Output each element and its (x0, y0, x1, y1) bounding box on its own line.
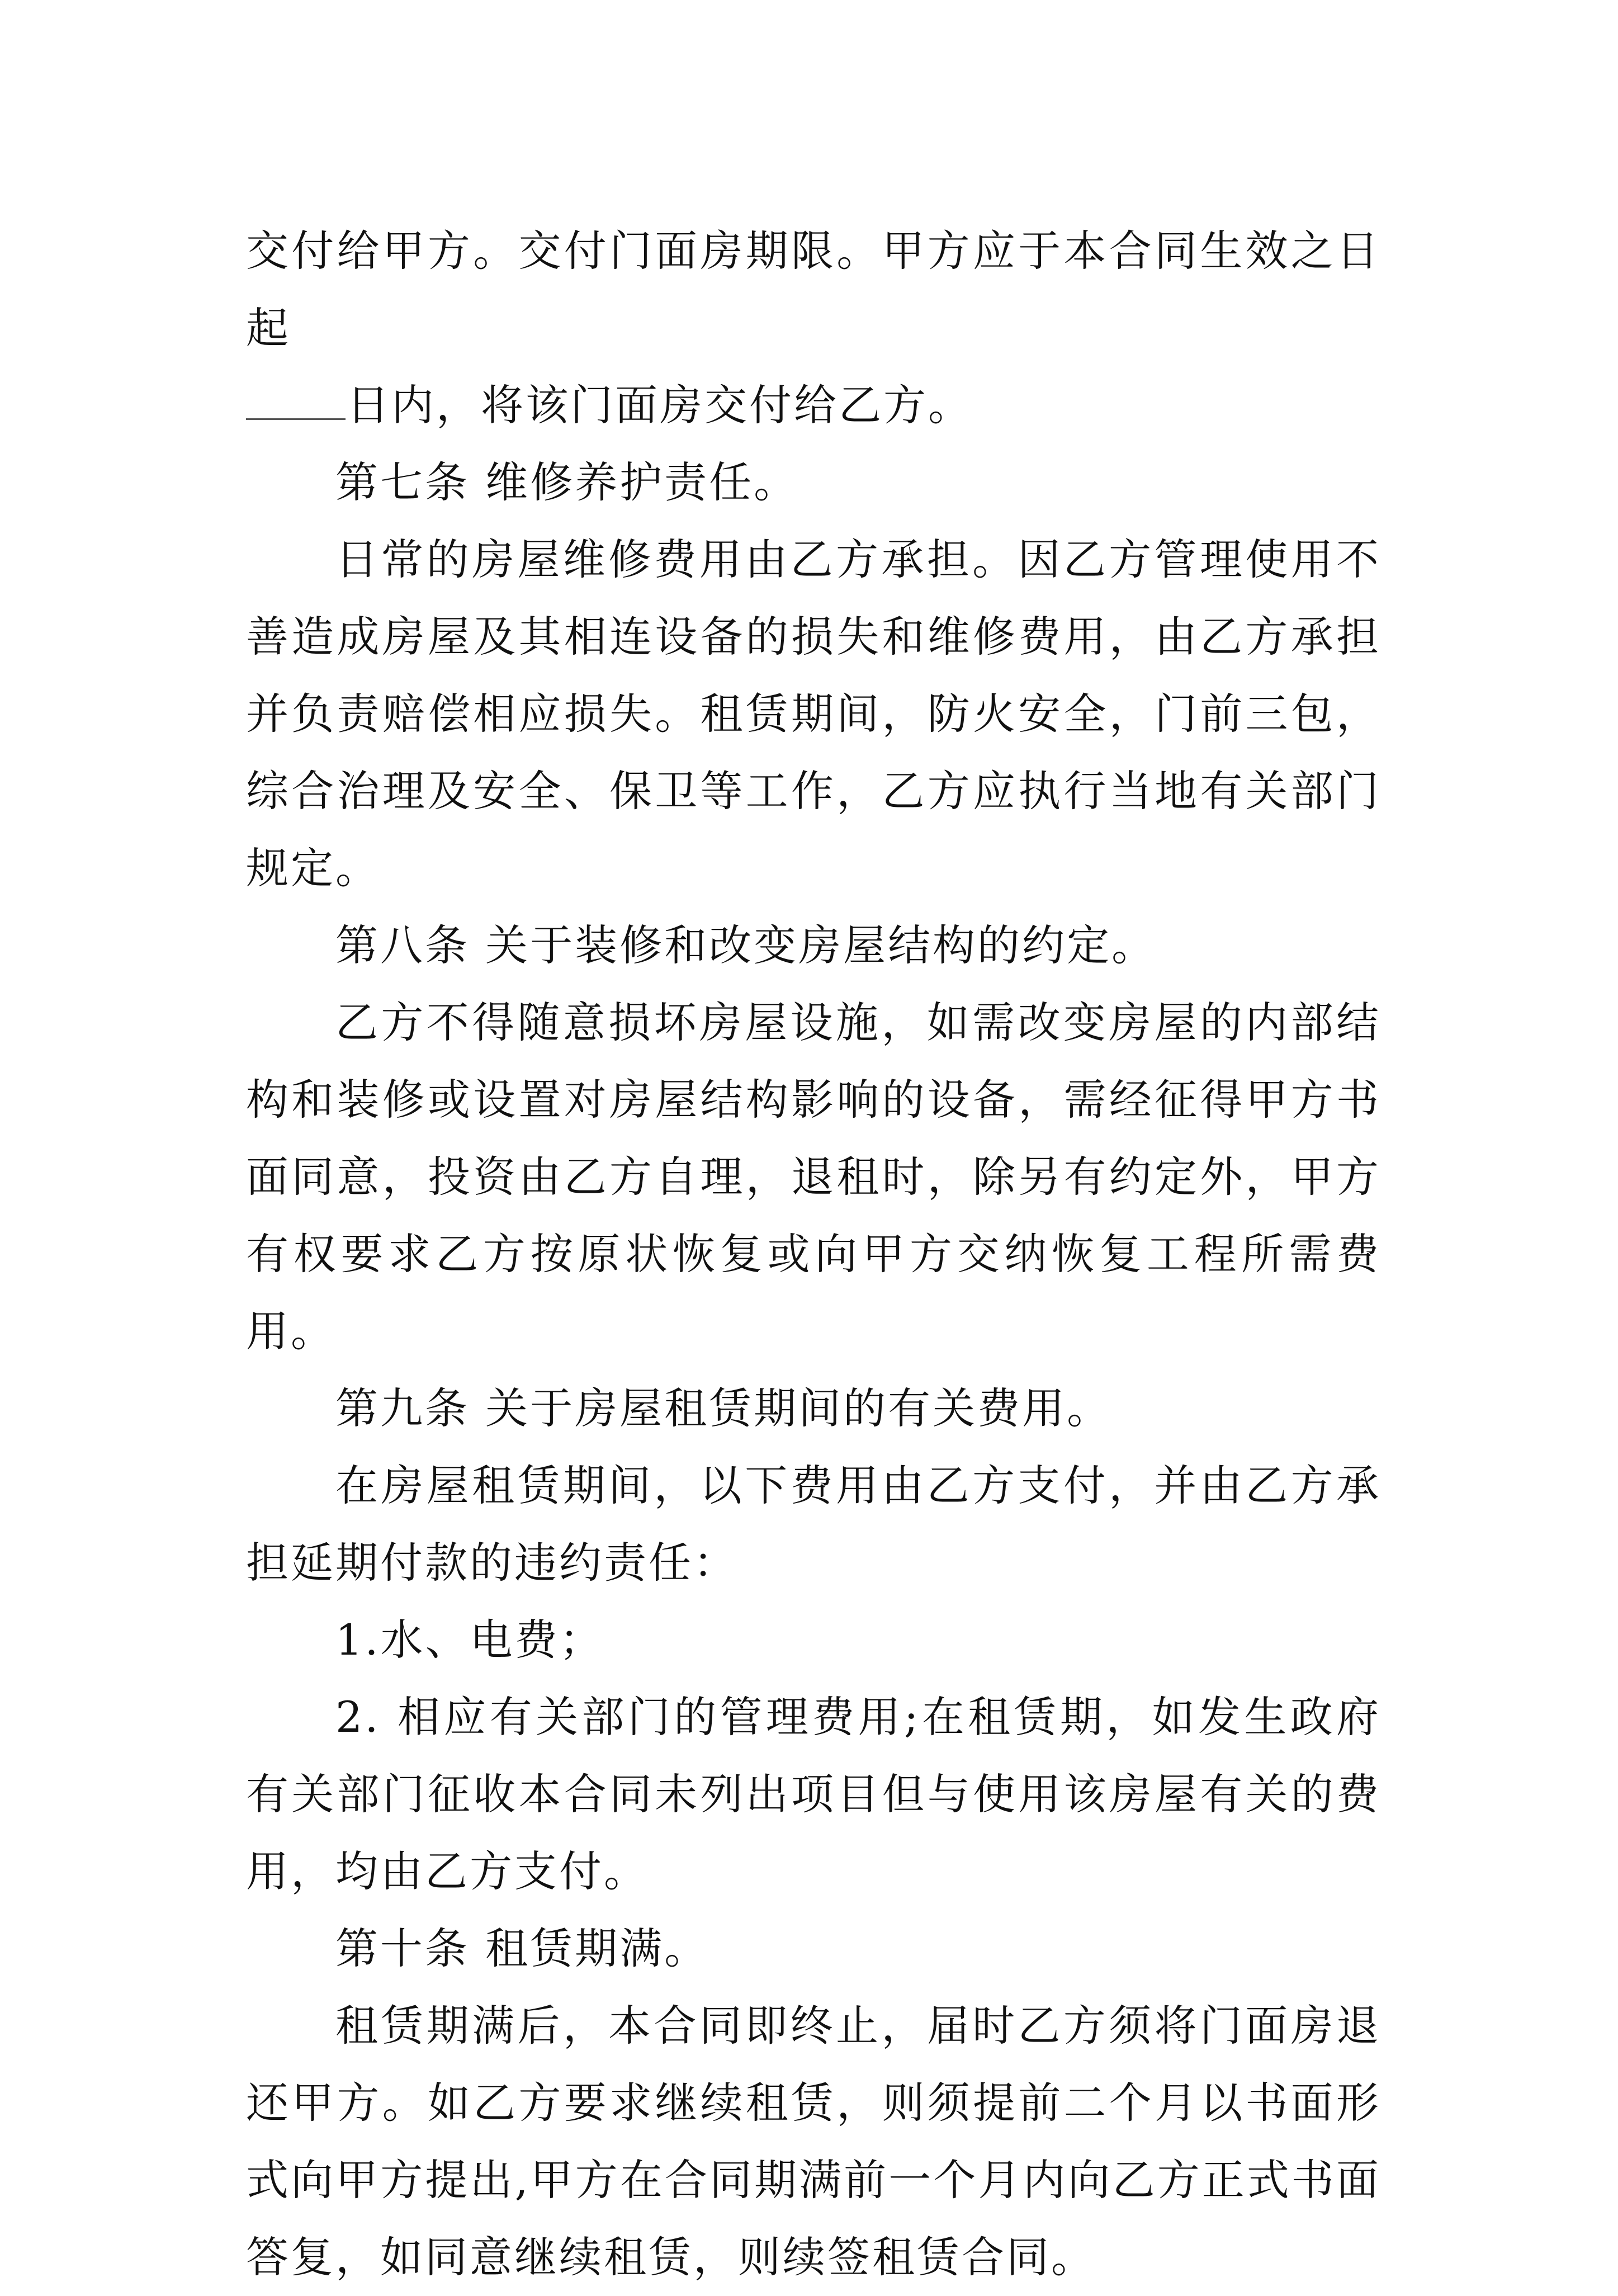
list-item: 2. 相应有关部门的管理费用;在租赁期，如发生政府有关部门征收本合同未列出项目但与使用该房屋有关的费用，均由乙方支付。 (246, 1692, 1381, 1896)
paragraph-with-blank (246, 367, 1381, 444)
paragraph-text: 日内，将该门面房交付给乙方。 (347, 380, 973, 430)
paragraph: 在房屋租赁期间，以下费用由乙方支付，并由乙方承担延期付款的违约责任： (246, 1461, 1381, 1588)
document-body (246, 212, 1381, 2296)
article-heading-8: 第八条 关于装修和改变房屋结构的约定。 (335, 920, 1157, 970)
article-heading-7: 第七条 维修养护责任。 (335, 457, 799, 507)
paragraph: 租赁期满后，本合同即终止，届时乙方须将门面房退还甲方。如乙方要求继续租赁，则须提前二个月以书面形式向甲方提出,甲方在合同期满前一个月内向乙方正式书面答复，如同意继续租赁，则续签租赁合同。 (246, 2001, 1381, 2282)
article-heading-9: 第九条 关于房屋租赁期间的有关费用。 (335, 1383, 1112, 1433)
fill-in-blank-line (246, 379, 346, 420)
list-item: 1.水、电费； (335, 1615, 604, 1665)
paragraph: 日常的房屋维修费用由乙方承担。因乙方管理使用不善造成房屋及其相连设备的损失和维修费用，由乙方承担并负责赔偿相应损失。租赁期间，防火安全，门前三包，综合治理及安全、保卫等工作，乙方应执行当地有关部门规定。 (246, 535, 1381, 893)
article-heading-10: 第十条 租赁期满。 (335, 1924, 709, 1973)
paragraph: 乙方不得随意损坏房屋设施，如需改变房屋的内部结构和装修或设置对房屋结构影响的设备，需经征得甲方书面同意，投资由乙方自理，退租时，除另有约定外，甲方有权要求乙方按原状恢复或向甲方交纳恢复工程所需费用。 (246, 998, 1381, 1356)
paragraph: 交付给甲方。交付门面房期限。甲方应于本合同生效之日起 (246, 226, 1381, 353)
